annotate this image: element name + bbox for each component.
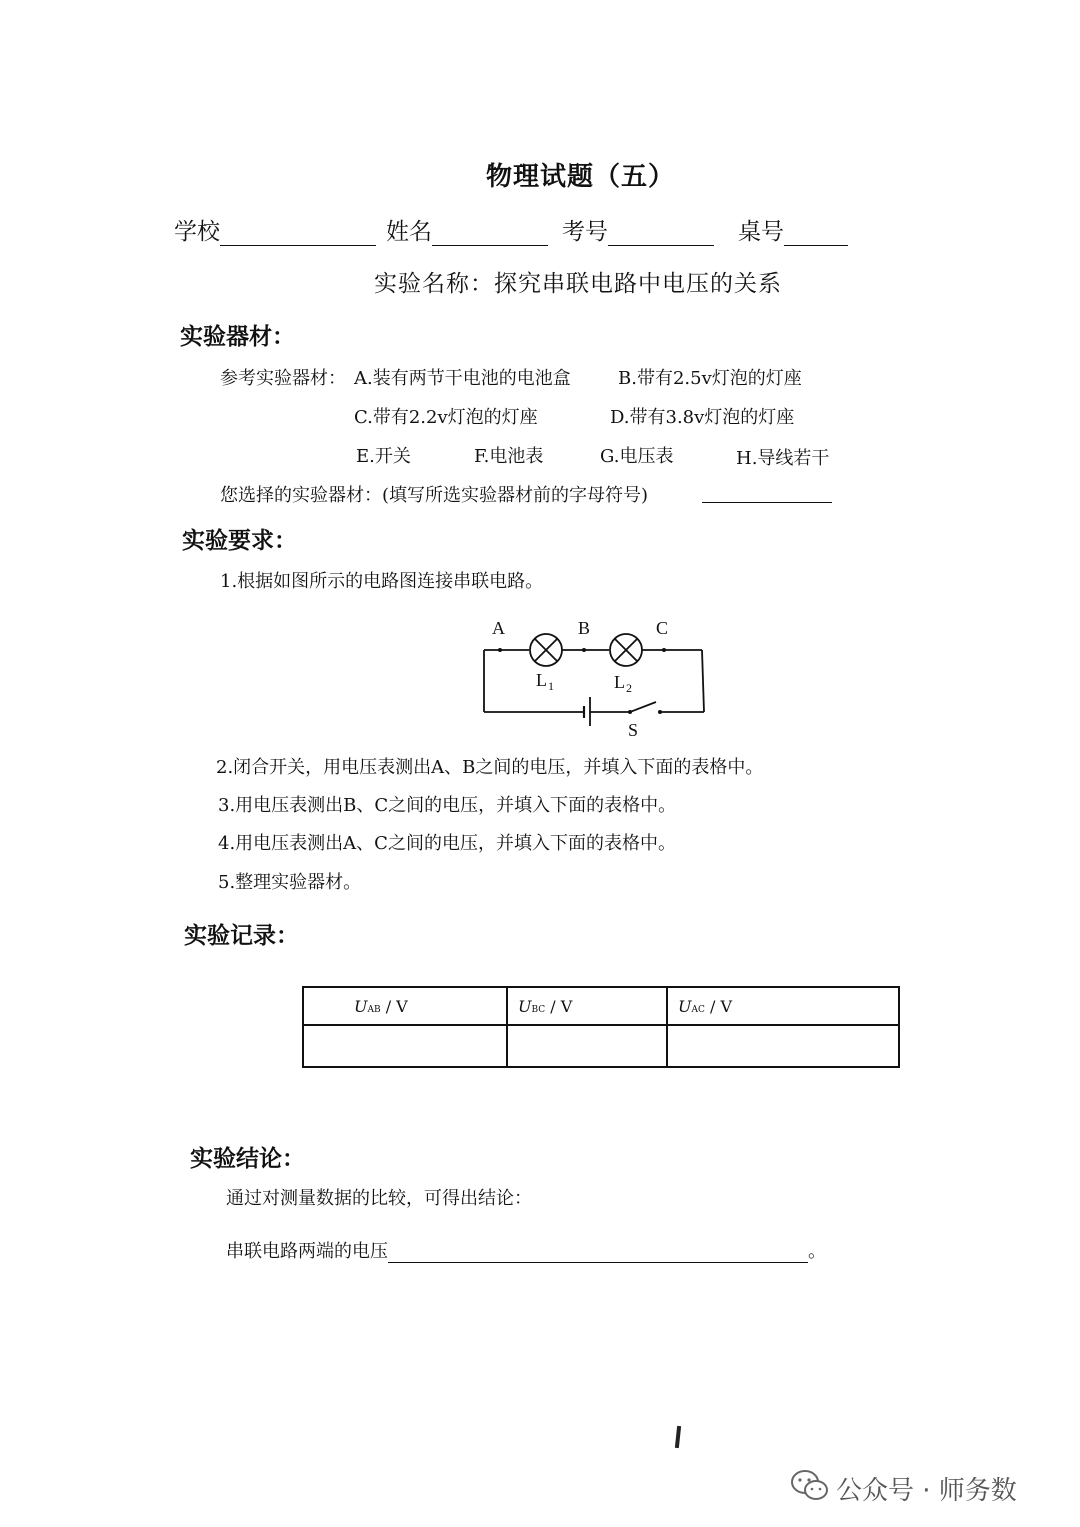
label-s: S: [628, 720, 639, 740]
equipment-item-d: D.带有3.8v灯泡的灯座: [610, 407, 795, 428]
pen-mark: [675, 1426, 681, 1448]
requirement-step-4: 4.用电压表测出A、C之间的电压，并填入下面的表格中。: [218, 833, 676, 854]
label-l1: L: [536, 670, 547, 690]
conclusion-intro: 通过对测量数据的比较，可得出结论：: [226, 1188, 532, 1209]
desk-no-label: 桌号: [738, 219, 784, 245]
desk-no-blank[interactable]: [784, 225, 848, 246]
equipment-item-f: F.电池表: [474, 446, 544, 467]
selection-prompt: 您选择的实验器材：(填写所选实验器材前的字母符号): [220, 485, 649, 506]
selection-blank[interactable]: [702, 480, 832, 503]
desk-no-field: [738, 213, 848, 246]
label-l1-sub: 1: [548, 679, 554, 693]
wire-right: [702, 650, 704, 712]
conclusion-blank[interactable]: [388, 1242, 808, 1263]
exam-no-blank[interactable]: [608, 225, 714, 246]
equipment-item-g: G.电压表: [600, 446, 674, 467]
conclusion-sentence: [226, 1237, 826, 1263]
label-b: B: [578, 618, 591, 638]
school-label: 学校: [174, 219, 220, 245]
column-uab: UAB / V: [303, 987, 507, 1025]
label-c: C: [656, 618, 669, 638]
equipment-item-b: B.带有2.5v灯泡的灯座: [618, 368, 802, 389]
wechat-icon: [790, 1468, 830, 1504]
record-value-row: [303, 1025, 899, 1067]
equipment-item-e: E.开关: [356, 446, 411, 467]
requirement-step-3: 3.用电压表测出B、C之间的电压，并填入下面的表格中。: [218, 795, 677, 816]
conclusion-heading: 实验结论：: [190, 1145, 305, 1172]
exam-no-label: 考号: [562, 219, 608, 245]
school-blank[interactable]: [220, 225, 376, 246]
equipment-item-a: A.装有两节干电池的电池盒: [354, 368, 571, 389]
node-a: [498, 648, 502, 652]
school-field: [174, 213, 376, 246]
label-l2: L: [614, 672, 625, 692]
cell-ubc-value[interactable]: [507, 1025, 667, 1067]
record-header-row: [303, 987, 899, 1025]
switch-icon: [630, 702, 656, 712]
equipment-item-h: H.导线若干: [736, 448, 830, 469]
name-blank[interactable]: [432, 225, 548, 246]
requirement-step-5: 5.整理实验器材。: [218, 872, 362, 893]
label-l2-sub: 2: [626, 681, 632, 695]
conclusion-sentence-end: 。: [808, 1241, 826, 1262]
exam-no-field: [562, 213, 714, 246]
circuit-diagram: [470, 612, 720, 742]
reference-label: 参考实验器材：: [220, 368, 346, 389]
record-heading: 实验记录：: [184, 922, 299, 949]
page-title: 物理试题（五）: [486, 162, 676, 192]
node-b: [582, 648, 586, 652]
watermark: 公众号 · 师务数: [836, 1476, 1017, 1506]
node-c: [662, 648, 666, 652]
column-uac: UAC / V: [667, 987, 899, 1025]
record-table: [302, 986, 900, 1068]
requirement-step-2: 2.闭合开关，用电压表测出A、B之间的电压，并填入下面的表格中。: [216, 757, 764, 778]
cell-uac-value[interactable]: [667, 1025, 899, 1067]
cell-uab-value[interactable]: [303, 1025, 507, 1067]
equipment-heading: 实验器材：: [180, 323, 295, 350]
experiment-name: 实验名称：探究串联电路中电压的关系: [374, 271, 782, 297]
column-ubc: UBC / V: [507, 987, 667, 1025]
name-label: 姓名: [386, 219, 432, 245]
requirements-heading: 实验要求：: [182, 527, 297, 554]
label-a: A: [492, 618, 505, 638]
conclusion-sentence-start: 串联电路两端的电压: [226, 1241, 388, 1262]
equipment-item-c: C.带有2.2v灯泡的灯座: [354, 407, 538, 428]
requirement-step-1: 1.根据如图所示的电路图连接串联电路。: [220, 571, 544, 592]
name-field: [386, 213, 548, 246]
